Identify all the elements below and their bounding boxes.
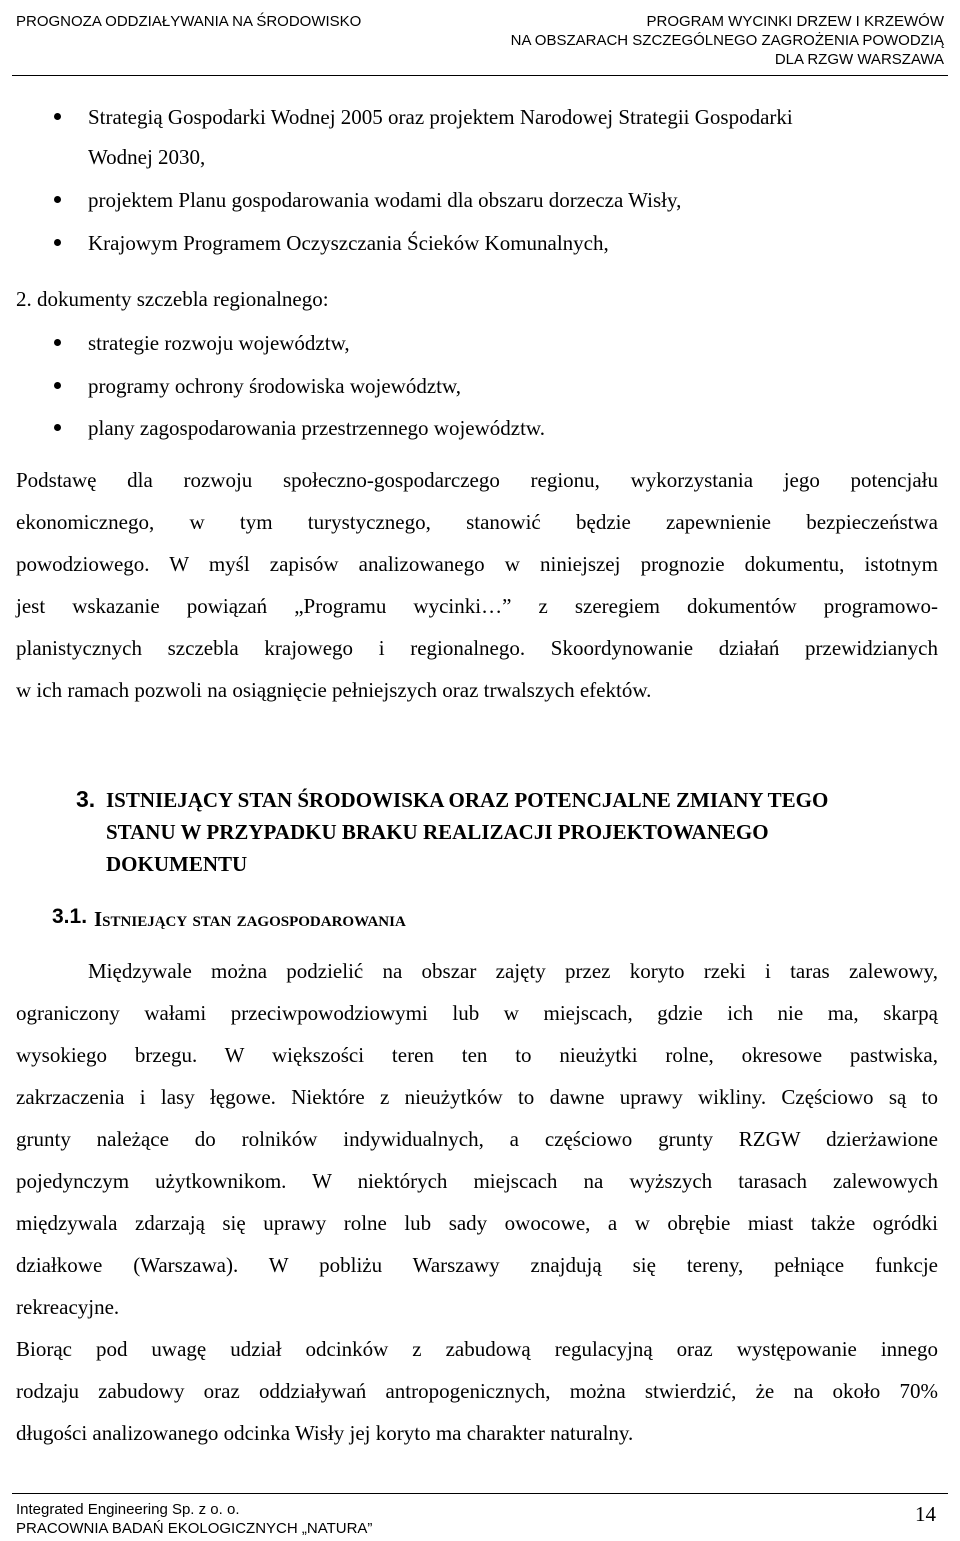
header-right-line2: NA OBSZARACH SZCZEGÓLNEGO ZAGROŻENIA POWODZIĄ xyxy=(510,32,944,49)
footer-company: Integrated Engineering Sp. z o. o. xyxy=(16,1501,240,1518)
paragraph-line: jest wskazanie powiązań „Programu wycinki…” z szeregiem dokumentów programowo- xyxy=(16,594,938,618)
list-item-program-oczyszczania: Krajowym Programem Oczyszczania Ścieków Komunalnych, xyxy=(88,231,609,255)
paragraph-line: ograniczony wałami przeciwpowodziowymi lub w miejscach, gdzie ich nie ma, skarpą xyxy=(16,1001,938,1025)
paragraph-line: działkowe (Warszawa). W pobliżu Warszawy znajdują się tereny, pełniące funkcje xyxy=(16,1253,938,1277)
subsection-title: Istniejący stan zagospodarowania xyxy=(94,907,406,931)
subsection-number: 3.1. xyxy=(52,905,88,928)
paragraph-line: wysokiego brzegu. W większości teren ten to nieużytki rolne, okresowe pastwiska, xyxy=(16,1043,938,1067)
header-document-title: PROGNOZA ODDZIAŁYWANIA NA ŚRODOWISKO xyxy=(16,13,362,30)
list-item-continuation: Wodnej 2030, xyxy=(88,145,206,169)
bullet-icon xyxy=(54,113,61,120)
paragraph-line: grunty należące do rolników indywidualnych, a częściowo grunty RZGW dzierżawione xyxy=(16,1127,938,1151)
bullet-icon xyxy=(54,339,61,346)
paragraph-line: powodziowego. W myśl zapisów analizowanego w niniejszej prognozie dokumentu, istotnym xyxy=(16,552,938,576)
section-title-line3: DOKUMENTU xyxy=(106,852,248,876)
section-number: 3. xyxy=(76,786,96,812)
paragraph-line-last: rekreacyjne. xyxy=(16,1295,120,1319)
paragraph-line: Biorąc pod uwagę udział odcinków z zabudową regulacyjną oraz występowanie innego xyxy=(16,1337,938,1361)
bullet-icon xyxy=(54,239,61,246)
page-number: 14 xyxy=(915,1502,936,1526)
header-right-line1: PROGRAM WYCINKI DRZEW I KRZEWÓW xyxy=(646,13,944,30)
paragraph-line-last: w ich ramach pozwoli na osiągnięcie pełniejszych oraz trwalszych efektów. xyxy=(16,678,652,702)
paragraph-line: pojedynczym użytkownikom. W niektórych miejscach na wyższych tarasach zalewowych xyxy=(16,1169,938,1193)
list-item-strategie-rozwoju: strategie rozwoju województw, xyxy=(88,331,350,355)
list-item-plany-zagospodarowania: plany zagospodarowania przestrzennego województw. xyxy=(88,416,545,440)
list-item-plan-gospodarowania: projektem Planu gospodarowania wodami dla obszaru dorzecza Wisły, xyxy=(88,188,682,212)
header-right-line3: DLA RZGW WARSZAWA xyxy=(774,51,944,68)
paragraph-line: międzywala zdarzają się uprawy rolne lub sady owocowe, a w obrębie miast także ogródki xyxy=(16,1211,938,1235)
header-program-title xyxy=(511,12,944,69)
paragraph-line: Podstawę dla rozwoju społeczno-gospodarczego regionu, wykorzystania jego potencjału xyxy=(16,468,938,492)
paragraph-line-last: długości analizowanego odcinka Wisły jej koryto ma charakter naturalny. xyxy=(16,1421,634,1445)
paragraph-line-indented: Międzywale można podzielić na obszar zajęty przez koryto rzeki i taras zalewowy, xyxy=(88,959,938,983)
paragraph-line: rodzaju zabudowy oraz oddziaływań antropogenicznych, można stwierdzić, że na około 70% xyxy=(16,1379,938,1403)
regional-documents-heading: 2. dokumenty szczebla regionalnego: xyxy=(16,287,329,311)
bullet-icon xyxy=(54,424,61,431)
paragraph-line: zakrzaczenia i lasy łęgowe. Niektóre z nieużytków to dawne uprawy wikliny. Częściowo są to xyxy=(16,1085,938,1109)
paragraph-line: planistycznych szczebla krajowego i regionalnego. Skoordynowanie działań przewidzianych xyxy=(16,636,938,660)
footer-lab: PRACOWNIA BADAŃ EKOLOGICZNYCH „NATURA” xyxy=(16,1520,373,1537)
bullet-icon xyxy=(54,382,61,389)
list-item-programy-ochrony: programy ochrony środowiska województw, xyxy=(88,374,462,398)
section-title-line2: STANU W PRZYPADKU BRAKU REALIZACJI PROJEKTOWANEGO xyxy=(106,820,769,844)
header-divider xyxy=(12,75,948,76)
bullet-icon xyxy=(54,196,61,203)
section-title-line1: ISTNIEJĄCY STAN ŚRODOWISKA ORAZ POTENCJALNE ZMIANY TEGO xyxy=(106,788,829,812)
paragraph-line: ekonomicznego, w tym turystycznego, stanowić będzie zapewnienie bezpieczeństwa xyxy=(16,510,938,534)
footer-divider xyxy=(12,1493,948,1494)
list-item-strategia-gospodarki-wodnej: Strategią Gospodarki Wodnej 2005 oraz projektem Narodowej Strategii Gospodarki xyxy=(88,105,793,129)
